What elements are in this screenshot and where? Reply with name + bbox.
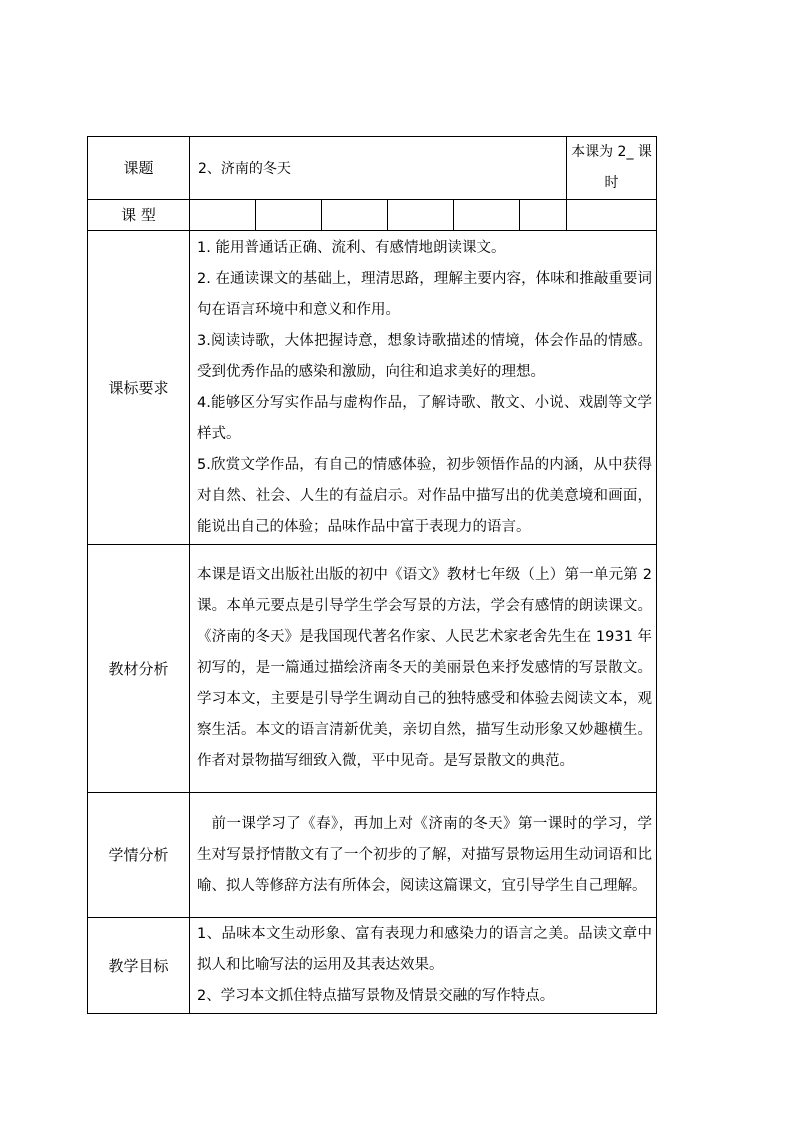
type-cell [190, 200, 256, 231]
standards-item: 4.能够区分写实作品与虚构作品，了解诗歌、散文、小说、戏剧等文学样式。 [197, 394, 653, 442]
standards-item: 1. 能用普通话正确、流利、有感情地朗读课文。 [197, 239, 506, 256]
title-label: 课题 [88, 137, 190, 200]
objectives-label: 教学目标 [88, 918, 190, 1014]
students-label: 学情分析 [88, 793, 190, 918]
objectives-content [190, 918, 657, 1014]
type-cell [322, 200, 388, 231]
students-text: 前一课学习了《春》，再加上对《济南的冬天》第一课时的学习，学生对写景抒情散文有了一个初步的了解，对描写景物运用生动词语和比喻、拟人等修辞方法有所体会，阅读这篇课文，宜引导学生自己理解。 [197, 815, 653, 894]
title-row [88, 137, 657, 200]
type-cell [567, 200, 657, 231]
lesson-plan-table [87, 136, 657, 1014]
standards-row [88, 231, 657, 545]
standards-content [190, 231, 657, 545]
type-cell [388, 200, 454, 231]
material-row [88, 545, 657, 793]
type-cell [520, 200, 567, 231]
material-label: 教材分析 [88, 545, 190, 793]
material-text: 本课是语文出版社出版的初中《语文》教材七年级（上）第一单元第 2 课。本单元要点是引导学生学会写景的方法，学会有感情的朗读课文。《济南的冬天》是我国现代著名作家、人民艺术家老舍先生在 1931 年初写的，是一篇通过描绘济南冬天的美丽景色来抒发感情的写景散文。学习本文，主要是引导学生调动自己的独特感受和体验去阅读文本，观察生活。本文的语言清新优美，亲切自然，描写生动形象又妙趣横生。作者对景物描写细致入微，平中见奇。是写景散文的典范。 [197, 567, 653, 769]
objectives-item: 1、品味本文生动形象、富有表现力和感染力的语言之美。品读文章中拟人和比喻写法的运用及其表达效果。 [197, 926, 653, 973]
standards-item: 5.欣赏文学作品，有自己的情感体验，初步领悟作品的内涵，从中获得对自然、社会、人生的有益启示。对作品中描写出的优美意境和画面，能说出自己的体验；品味作品中富于表现力的语言。 [197, 456, 653, 535]
type-label: 课 型 [88, 200, 190, 231]
objectives-row [88, 918, 657, 1014]
type-row [88, 200, 657, 231]
students-row [88, 793, 657, 918]
objectives-item: 2、学习本文抓住特点描写景物及情景交融的写作特点。 [197, 988, 555, 1004]
standards-label: 课标要求 [88, 231, 190, 545]
material-content [190, 545, 657, 793]
type-cell [454, 200, 520, 231]
standards-item: 2. 在通读课文的基础上，理清思路，理解主要内容，体味和推敲重要词句在语言环境中和意义和作用。 [197, 270, 653, 318]
students-content [190, 793, 657, 918]
type-cell [256, 200, 322, 231]
standards-item: 3.阅读诗歌，大体把握诗意，想象诗歌描述的情境，体会作品的情感。受到优秀作品的感染和激励，向往和追求美好的理想。 [197, 332, 653, 380]
period-note: 本课为 2_ 课时 [567, 137, 657, 200]
lesson-title: 2、济南的冬天 [190, 137, 567, 200]
